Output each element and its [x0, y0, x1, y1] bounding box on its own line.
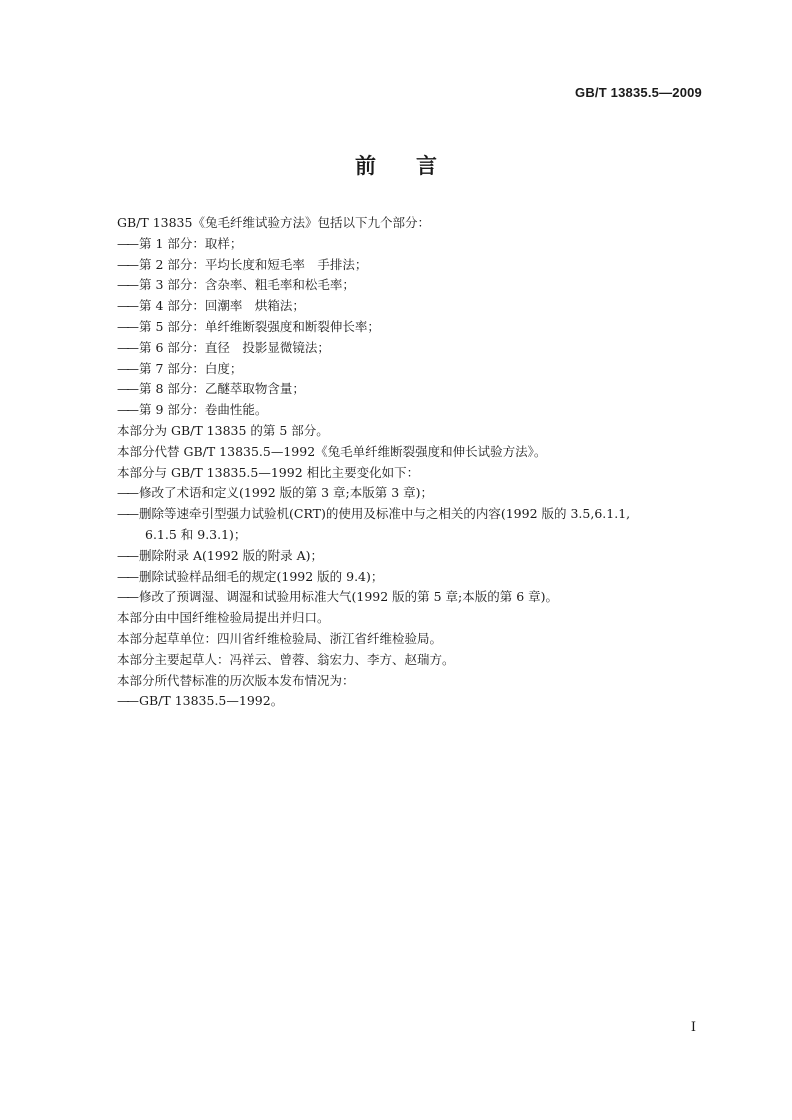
standard-number: GB/T 13835.5—2009	[575, 85, 702, 100]
list-item: —— 修改了预调湿、调湿和试验用标准大气(1992 版的第 5 章;本版的第 6 章)。	[117, 587, 717, 608]
list-item: —— 删除试验样品细毛的规定(1992 版的 9.4)；	[117, 567, 717, 588]
parts-list	[117, 234, 717, 421]
changes-intro-paragraph: 本部分与 GB/T 13835.5—1992 相比主要变化如下：	[117, 464, 420, 480]
drafters-paragraph: 本部分主要起草人：冯祥云、曾蓉、翁宏力、李方、赵瑞方。	[117, 651, 455, 667]
list-item: —— 第 6 部分：直径 投影显微镜法；	[117, 338, 717, 359]
list-item-continuation: 6.1.5 和 9.3.1)；	[145, 526, 247, 542]
history-intro-paragraph: 本部分所代替标准的历次版本发布情况为：	[117, 672, 355, 688]
list-item: —— 第 4 部分：回潮率 烘箱法；	[117, 296, 717, 317]
list-item: —— 第 2 部分：平均长度和短毛率 手排法；	[117, 255, 717, 276]
list-item: —— 第 1 部分：取样；	[117, 234, 717, 255]
drafting-units-paragraph: 本部分起草单位：四川省纤维检验局、浙江省纤维检验局。	[117, 630, 443, 646]
changes-list	[117, 483, 717, 608]
list-item: —— 删除等速牵引型强力试验机(CRT)的使用及标准中与之相关的内容(1992 版的 3.5,6.1.1,	[117, 504, 717, 525]
history-list	[117, 691, 717, 712]
list-item: —— 删除附录 A(1992 版的附录 A)；	[117, 546, 717, 567]
list-item: —— 第 9 部分：卷曲性能。	[117, 400, 717, 421]
list-item: —— 修改了术语和定义(1992 版的第 3 章;本版第 3 章)；	[117, 483, 717, 504]
replaces-paragraph: 本部分代替 GB/T 13835.5—1992《兔毛单纤维断裂强度和伸长试验方法》。	[117, 443, 547, 459]
page-number: I	[690, 1020, 696, 1035]
page-title: 前言	[355, 154, 477, 178]
list-item: —— GB/T 13835.5—1992。	[117, 691, 717, 712]
intro-paragraph: GB/T 13835《兔毛纤维试验方法》包括以下九个部分：	[117, 215, 430, 230]
proposed-by-paragraph: 本部分由中国纤维检验局提出并归口。	[117, 610, 330, 626]
foreword-body	[117, 213, 717, 712]
list-item: —— 第 5 部分：单纤维断裂强度和断裂伸长率；	[117, 317, 717, 338]
list-item: —— 第 8 部分：乙醚萃取物含量；	[117, 379, 717, 400]
list-item: —— 第 3 部分：含杂率、粗毛率和松毛率；	[117, 275, 717, 296]
list-item: —— 第 7 部分：白度；	[117, 359, 717, 380]
this-part-paragraph: 本部分为 GB/T 13835 的第 5 部分。	[117, 422, 329, 438]
